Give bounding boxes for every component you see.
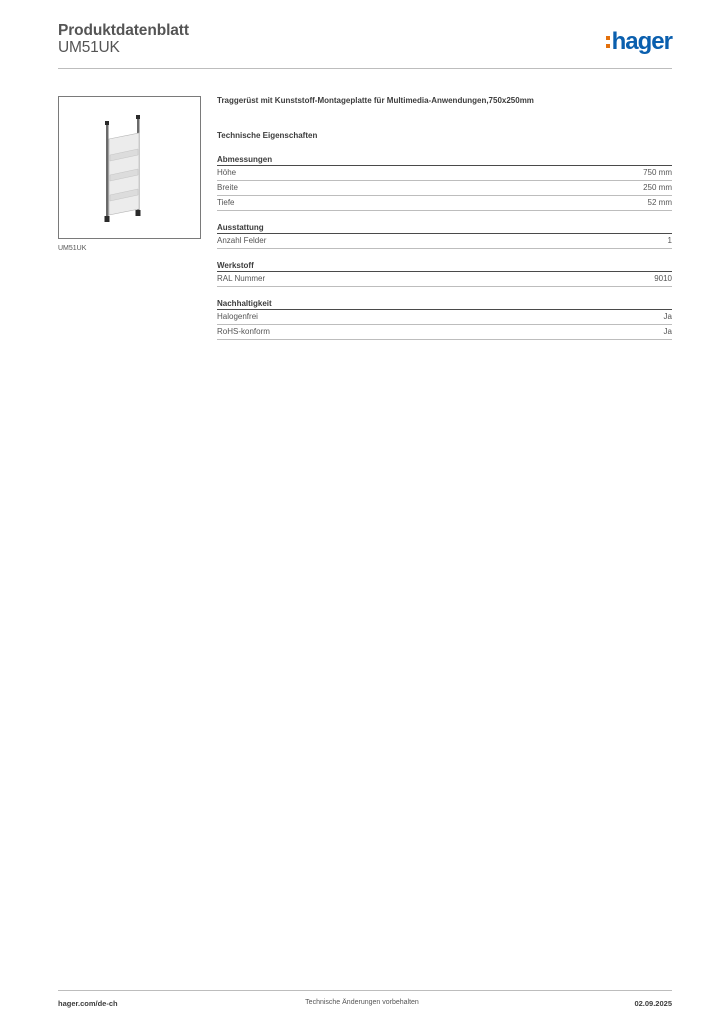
header-divider — [58, 68, 672, 69]
property-value: Ja — [663, 327, 672, 336]
property-row — [217, 234, 672, 249]
footer-divider — [58, 990, 672, 991]
mounting-frame-icon — [59, 97, 202, 240]
document-title: Produktdatenblatt — [58, 22, 189, 39]
property-row — [217, 325, 672, 340]
group-title: Ausstattung — [217, 222, 672, 234]
section-title: Technische Eigenschaften — [217, 131, 318, 140]
footer-website-link[interactable]: hager.com/de-ch — [58, 999, 118, 1008]
property-label: Halogenfrei — [217, 312, 258, 321]
logo-dots-icon — [606, 32, 610, 52]
property-row — [217, 166, 672, 181]
group-title: Werkstoff — [217, 260, 672, 272]
product-description: Traggerüst mit Kunststoff-Montageplatte für Multimedia-Anwendungen,750x250mm — [217, 96, 534, 105]
product-details — [217, 96, 672, 351]
property-group — [217, 154, 672, 211]
property-label: Breite — [217, 183, 238, 192]
property-value: 1 — [667, 236, 672, 245]
property-value: 52 mm — [647, 198, 672, 207]
property-value: 750 mm — [643, 168, 672, 177]
hager-logo[interactable] — [606, 28, 672, 56]
document-subtitle: UM51UK — [58, 39, 120, 56]
property-group — [217, 222, 672, 249]
property-value: 9010 — [654, 274, 672, 283]
footer-date: 02.09.2025 — [634, 999, 672, 1008]
property-label: RAL Nummer — [217, 274, 266, 283]
property-label: Tiefe — [217, 198, 235, 207]
property-label: Anzahl Felder — [217, 236, 267, 245]
property-row — [217, 272, 672, 287]
property-row — [217, 310, 672, 325]
property-group — [217, 260, 672, 287]
property-row — [217, 196, 672, 211]
product-image — [58, 96, 201, 239]
property-row — [217, 181, 672, 196]
property-value: 250 mm — [643, 183, 672, 192]
page-header — [58, 22, 672, 70]
footer-notice: Technische Änderungen vorbehalten — [305, 999, 419, 1006]
group-title: Nachhaltigkeit — [217, 298, 672, 310]
image-caption: UM51UK — [58, 245, 87, 252]
property-groups — [217, 154, 672, 340]
group-title: Abmessungen — [217, 154, 672, 166]
logo-text: hager — [611, 28, 672, 55]
property-label: Höhe — [217, 168, 237, 177]
property-group — [217, 298, 672, 340]
property-value: Ja — [663, 312, 672, 321]
property-label: RoHS-konform — [217, 327, 270, 336]
